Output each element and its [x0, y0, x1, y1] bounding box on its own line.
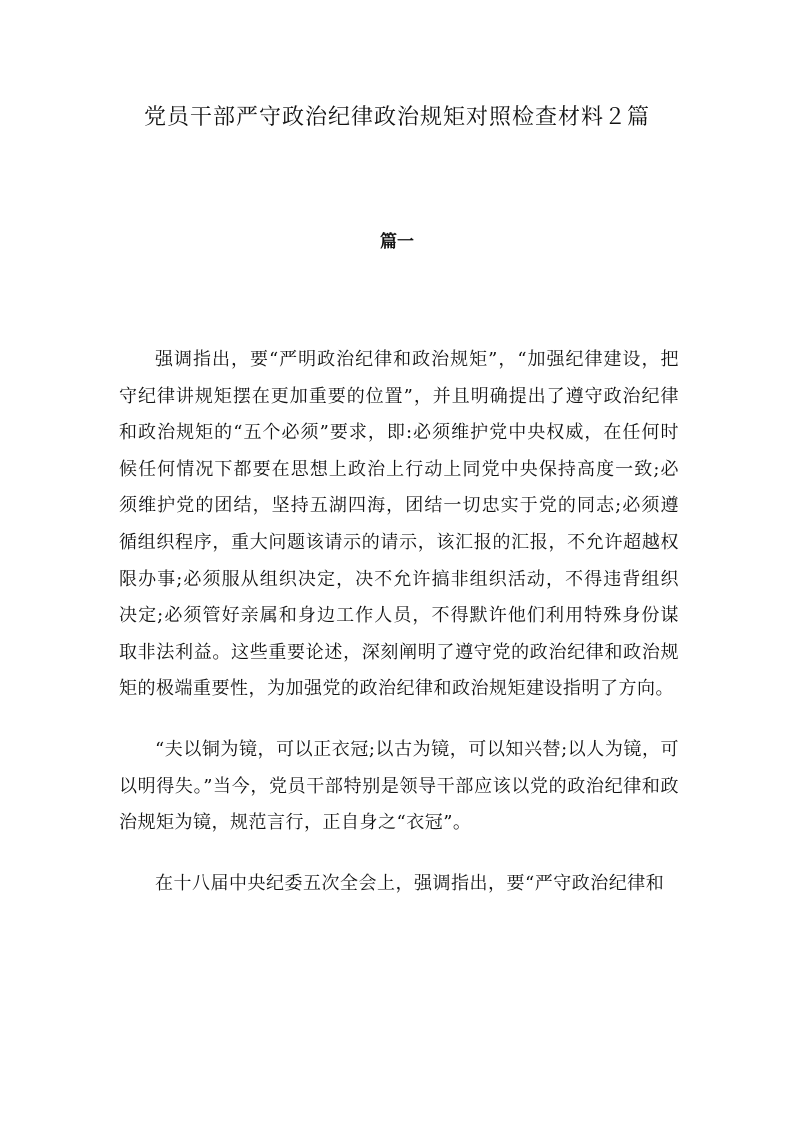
paragraph-2: “夫以铜为镜，可以正衣冠;以古为镜，可以知兴替;以人为镜，可以明得失。”当今，党员干部特别是领导干部应该以党的政治纪律和政治规矩为镜，规范言行，正自身之“衣冠”。 [119, 738, 680, 834]
section-heading: 篇一 [380, 232, 414, 252]
paragraph-3: 在十八届中央纪委五次全会上，强调指出，要“严守政治纪律和 [155, 872, 665, 894]
document-body [119, 342, 679, 902]
paragraph-1: 强调指出，要“严明政治纪律和政治规矩”，“加强纪律建设，把守纪律讲规矩摆在更加重要的位置”，并且明确提出了遵守政治纪律和政治规矩的“五个必须”要求，即:必须维护党中央权威，在任何时候任何情况下都要在思想上政治上行动上同党中央保持高度一致;必须维护党的团结，坚持五湖四海，团结一切忠实于党的同志;必须遵循组织程序，重大问题该请示的请示，该汇报的汇报，不允许超越权限办事;必须服从组织决定，决不允许搞非组织活动，不得违背组织决定;必须管好亲属和身边工作人员，不得默许他们利用特殊身份谋取非法利益。这些重要论述，深刻阐明了遵守党的政治纪律和政治规矩的极端重要性，为加强党的政治纪律和政治规矩建设指明了方向。 [119, 349, 679, 700]
document-title: 党员干部严守政治纪律政治规矩对照检查材料２篇 [143, 105, 650, 130]
